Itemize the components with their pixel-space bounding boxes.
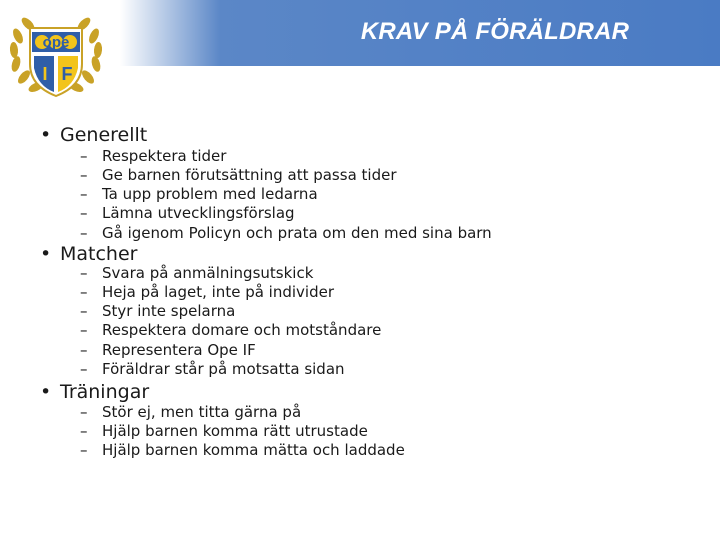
list-item-text: Representera Ope IF [102, 341, 256, 359]
dash-icon: – [80, 321, 88, 339]
dash-icon: – [80, 204, 88, 222]
list-item [80, 147, 226, 166]
dash-icon: – [80, 403, 88, 421]
list-item [80, 264, 313, 283]
dash-icon: – [80, 422, 88, 440]
bullet-icon: • [40, 243, 52, 265]
section-heading-text: Matcher [60, 243, 138, 265]
list-item [80, 204, 295, 223]
list-item [80, 341, 256, 360]
dash-icon: – [80, 264, 88, 282]
list-item-text: Stör ej, men titta gärna på [102, 403, 302, 421]
dash-icon: – [80, 283, 88, 301]
list-item-text: Föräldrar står på motsatta sidan [102, 360, 345, 378]
section-heading [40, 124, 147, 146]
dash-icon: – [80, 341, 88, 359]
list-item-text: Respektera domare och motståndare [102, 321, 382, 339]
slide-title: KRAV PÅ FÖRÄLDRAR [360, 18, 630, 45]
section-heading [40, 381, 149, 403]
list-item [80, 224, 492, 243]
list-item-text: Styr inte spelarna [102, 302, 236, 320]
list-item [80, 360, 345, 379]
dash-icon: – [80, 185, 88, 203]
logo-top-text: ope [42, 34, 70, 51]
list-item [80, 441, 405, 460]
dash-icon: – [80, 360, 88, 378]
list-item [80, 403, 301, 422]
dash-icon: – [80, 166, 88, 184]
list-item [80, 422, 368, 441]
list-item-text: Respektera tider [102, 147, 227, 165]
list-item-text: Gå igenom Policyn och prata om den med sina barn [102, 224, 492, 242]
list-item-text: Lämna utvecklingsförslag [102, 204, 295, 222]
list-item-text: Hjälp barnen komma mätta och laddade [102, 441, 405, 459]
list-item-text: Ta upp problem med ledarna [102, 185, 318, 203]
section-heading-text: Generellt [60, 124, 148, 146]
section-heading [40, 243, 137, 265]
dash-icon: – [80, 441, 88, 459]
list-item-text: Hjälp barnen komma rätt utrustade [102, 422, 368, 440]
section-heading-text: Träningar [60, 381, 150, 403]
logo-right-letter: F [61, 64, 73, 84]
bullet-icon: • [40, 124, 52, 146]
dash-icon: – [80, 302, 88, 320]
dash-icon: – [80, 224, 88, 242]
list-item [80, 321, 381, 340]
list-item [80, 283, 334, 302]
list-item [80, 185, 318, 204]
bullet-icon: • [40, 381, 52, 403]
list-item-text: Heja på laget, inte på individer [102, 283, 335, 301]
dash-icon: – [80, 147, 88, 165]
logo-left-letter: I [42, 64, 48, 84]
list-item-text: Ge barnen förutsättning att passa tider [102, 166, 397, 184]
list-item [80, 166, 397, 185]
list-item-text: Svara på anmälningsutskick [102, 264, 314, 282]
list-item [80, 302, 235, 321]
